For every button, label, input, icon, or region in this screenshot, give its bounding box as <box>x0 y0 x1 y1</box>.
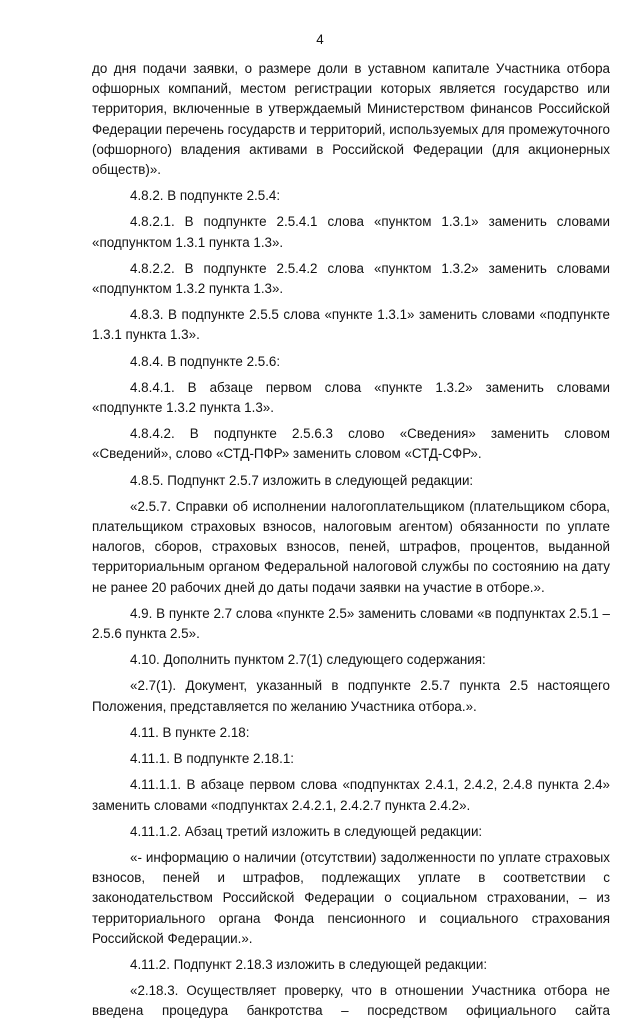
paragraph: 4.8.3. В подпункте 2.5.5 слова «пункте 1.3.1» заменить словами «подпункте 1.3.1 пункта 1.3». <box>92 307 610 343</box>
document-body <box>92 59 610 1022</box>
paragraph: 4.8.2.2. В подпункте 2.5.4.2 слова «пунктом 1.3.2» заменить словами «подпунктом 1.3.2 пункта 1.3». <box>92 260 610 297</box>
paragraph: 4.8.2. В подпункте 2.5.4: <box>130 188 281 204</box>
paragraph: 4.8.5. Подпункт 2.5.7 изложить в следующей редакции: <box>130 472 474 488</box>
paragraph: 4.8.4.1. В абзаце первом слова «пункте 1.3.2» заменить словами «подпункте 1.3.2 пункта 1.3». <box>92 379 610 416</box>
paragraph: 4.8.2.1. В подпункте 2.5.4.1 слова «пунктом 1.3.1» заменить словами «подпунктом 1.3.1 пункта 1.3». <box>92 214 610 250</box>
paragraph: 4.9. В пункте 2.7 слова «пункте 2.5» заменить словами «в подпунктах 2.5.1 – 2.5.6 пункта 2.5». <box>92 605 610 642</box>
paragraph: 4.8.4.2. В подпункте 2.5.6.3 слово «Сведения» заменить словом «Сведений», слово «СТД-ПФР» заменить словом «СТД-СФР». <box>92 426 610 462</box>
paragraph: 4.11. В пункте 2.18: <box>130 724 250 740</box>
paragraph: 4.11.1.1. В абзаце первом слова «подпунктах 2.4.1, 2.4.2, 2.4.8 пункта 2.4» заменить словами «подпунктах 2.4.2.1, 2.4.2.7 пункта 2.4.2». <box>92 777 610 813</box>
paragraph: 4.11.1.2. Абзац третий изложить в следующей редакции: <box>130 823 483 839</box>
paragraph: «- информацию о наличии (отсутствии) задолженности по уплате страховых взносов, пеней и штрафов, подлежащих уплате в соответствии с законодательством Российской Федерации о социальном страховании, – из территориального органа Фонда пенсионного и социального страхования Российской Федерации.». <box>92 849 610 946</box>
paragraph: «2.18.3. Осуществляет проверку, что в отношении Участника отбора не введена процедура банкротства – посредством официального сайта <box>92 983 610 1019</box>
paragraph: 4.10. Дополнить пунктом 2.7(1) следующего содержания: <box>130 652 486 668</box>
paragraph: 4.11.1. В подпункте 2.18.1: <box>130 751 294 767</box>
paragraph: «2.5.7. Справки об исполнении налогоплательщиком (плательщиком сбора, плательщиком страховых взносов, налоговым агентом) обязанности по уплате налогов, сборов, страховых взносов, пеней, штрафов, процентов, выданной территориальным органом Федеральной налоговой службы по состоянию на дату не ранее 20 рабочих дней до даты подачи заявки на участие в отборе.». <box>92 498 610 595</box>
paragraph: 4.11.2. Подпункт 2.18.3 изложить в следующей редакции: <box>130 956 488 972</box>
paragraph: «2.7(1). Документ, указанный в подпункте 2.5.7 пункта 2.5 настоящего Положения, представляется по желанию Участника отбора.». <box>92 678 610 714</box>
paragraph: 4.8.4. В подпункте 2.5.6: <box>130 353 281 369</box>
paragraph: до дня подачи заявки, о размере доли в уставном капитале Участника отбора офшорных компаний, местом регистрации которых является государство или территория, включенные в утверждаемый Министерством финансов Российской Федерации перечень государств и территорий, используемых для промежуточного (офшорного) владения активами в Российской Федерации (для акционерных обществ)». <box>92 61 610 178</box>
page-number: 4 <box>316 32 324 47</box>
